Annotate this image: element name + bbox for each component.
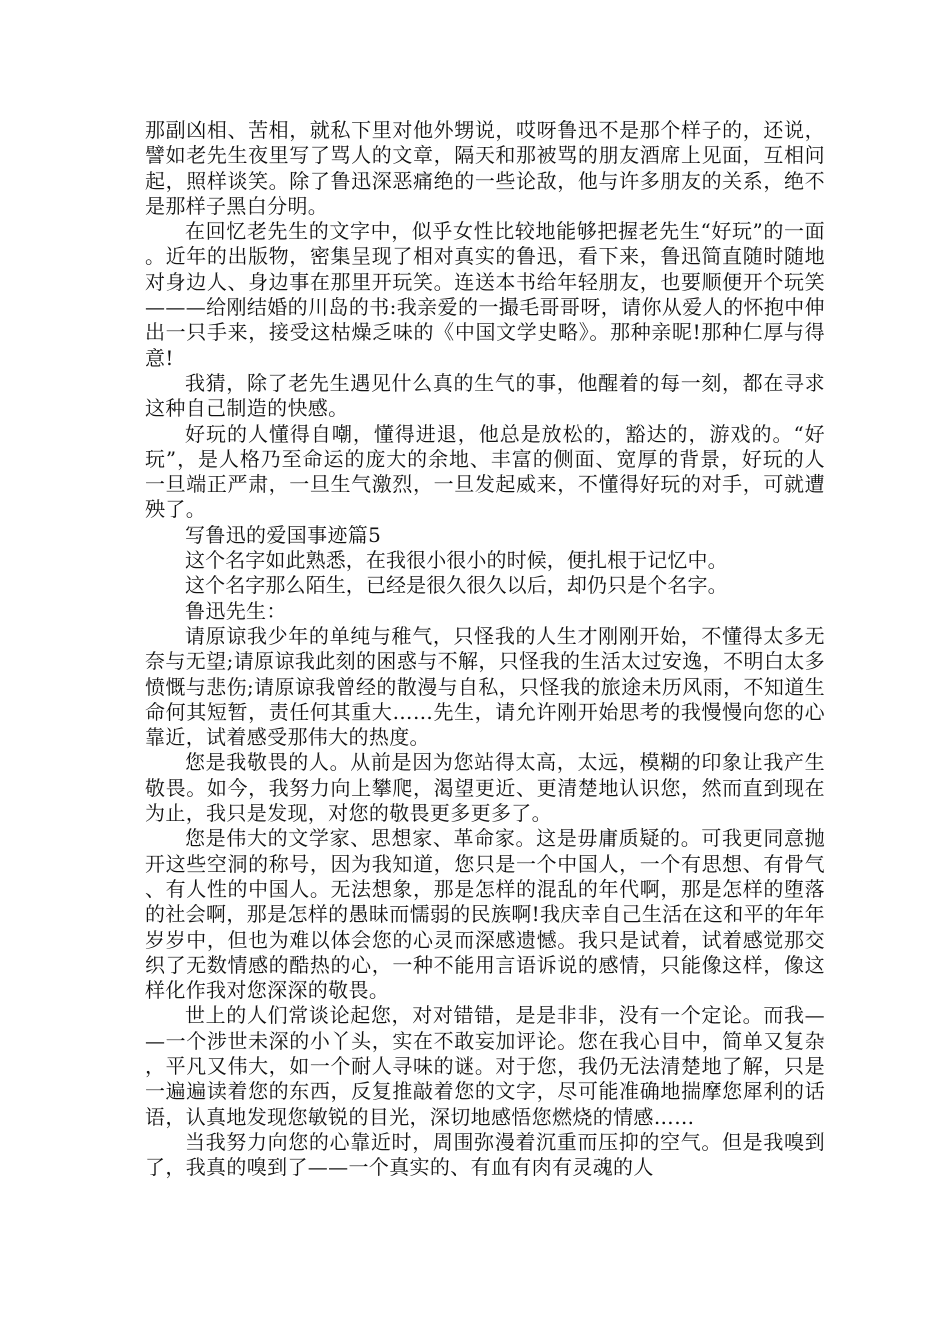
- section-heading: 写鲁迅的爱国事迹篇5: [185, 522, 382, 547]
- paragraph-2: 在回忆老先生的文字中，似乎女性比较地能够把握老先生“好玩”的一面。近年的出版物，密集呈现了相对真实的鲁迅，看下来，鲁迅简直随时随地对身边人、身边事在那里开玩笑。连送本书给年轻朋友，也要顺便开个玩笑———给刚结婚的川岛的书:我亲爱的一撮毛哥哥呀，请你从爱人的怀抱中伸出一只手来，接受这枯燥乏味的《中国文学史略》。那种亲昵!那种仁厚与得意!: [145, 219, 825, 370]
- document-page: [145, 118, 825, 1180]
- paragraph-9: 请原谅我少年的单纯与稚气，只怪我的人生才刚刚开始，不懂得太多无奈与无望;请原谅我此刻的困惑与不解，只怪我的生活太过安逸，不明白太多愤慨与悲伤;请原谅我曾经的散漫与自私，只怪我的旅途未历风雨，不知道生命何其短暂，责任何其重大……先生，请允许刚开始思考的我慢慢向您的心靠近，试着感受那伟大的热度。: [145, 623, 825, 750]
- paragraph-10: 您是我敬畏的人。从前是因为您站得太高，太远，模糊的印象让我产生敬畏。如今，我努力向上攀爬，渴望更近、更清楚地认识您，然而直到现在为止，我只是发现，对您的敬畏更多更多了。: [145, 750, 825, 826]
- paragraph-12: 世上的人们常谈论起您，对对错错，是是非非，没有一个定论。而我——一个涉世未深的小丫头，实在不敢妄加评论。您在我心目中，简单又复杂，平凡又伟大，如一个耐人寻味的谜。对于您，我仍无法清楚地了解，只是一遍遍读着您的东西，反复推敲着您的文字，尽可能准确地揣摩您犀利的话语，认真地发现您敏锐的目光，深切地感悟您燃烧的情感……: [145, 1003, 825, 1129]
- salutation: 鲁迅先生：: [185, 598, 287, 623]
- paragraph-11: 您是伟大的文学家、思想家、革命家。这是毋庸质疑的。可我更同意抛开这些空洞的称号，因为我知道，您只是一个中国人，一个有思想、有骨气、有人性的中国人。无法想象，那是怎样的混乱的年代啊，那是怎样的堕落的社会啊，那是怎样的愚昧而懦弱的民族啊!我庆幸自己生活在这和平的年年岁岁中，但也为难以体会您的心灵而深感遗憾。我只是试着，试着感觉那交织了无数情感的酷热的心，一种不能用言语诉说的感情，只能像这样，像这样化作我对您深深的敬畏。: [145, 826, 825, 1003]
- paragraph-3: 我猜，除了老先生遇见什么真的生气的事，他醒着的每一刻，都在寻求这种自己制造的快感。: [145, 370, 825, 421]
- paragraph-4: 好玩的人懂得自嘲，懂得进退，他总是放松的，豁达的，游戏的。“好玩”，是人格乃至命运的庞大的余地、丰富的侧面、宽厚的背景，好玩的人一旦端正严肃，一旦生气激烈，一旦发起威来，不懂得好玩的对手，可就遭殃了。: [145, 421, 825, 522]
- paragraph-1: 那副凶相、苦相，就私下里对他外甥说，哎呀鲁迅不是那个样子的，还说，譬如老先生夜里写了骂人的文章，隔天和那被骂的朋友酒席上见面，互相问起，照样谈笑。除了鲁迅深恶痛绝的一些论敌，他与许多朋友的关系，绝不是那样子黑白分明。: [145, 118, 825, 218]
- paragraph-13: 当我努力向您的心靠近时，周围弥漫着沉重而压抑的空气。但是我嗅到了，我真的嗅到了——一个真实的、有血有肉有灵魂的人: [145, 1129, 825, 1180]
- paragraph-6: 这个名字如此熟悉，在我很小很小的时候，便扎根于记忆中。: [185, 548, 728, 573]
- paragraph-7: 这个名字那么陌生，已经是很久很久以后，却仍只是个名字。: [185, 573, 728, 598]
